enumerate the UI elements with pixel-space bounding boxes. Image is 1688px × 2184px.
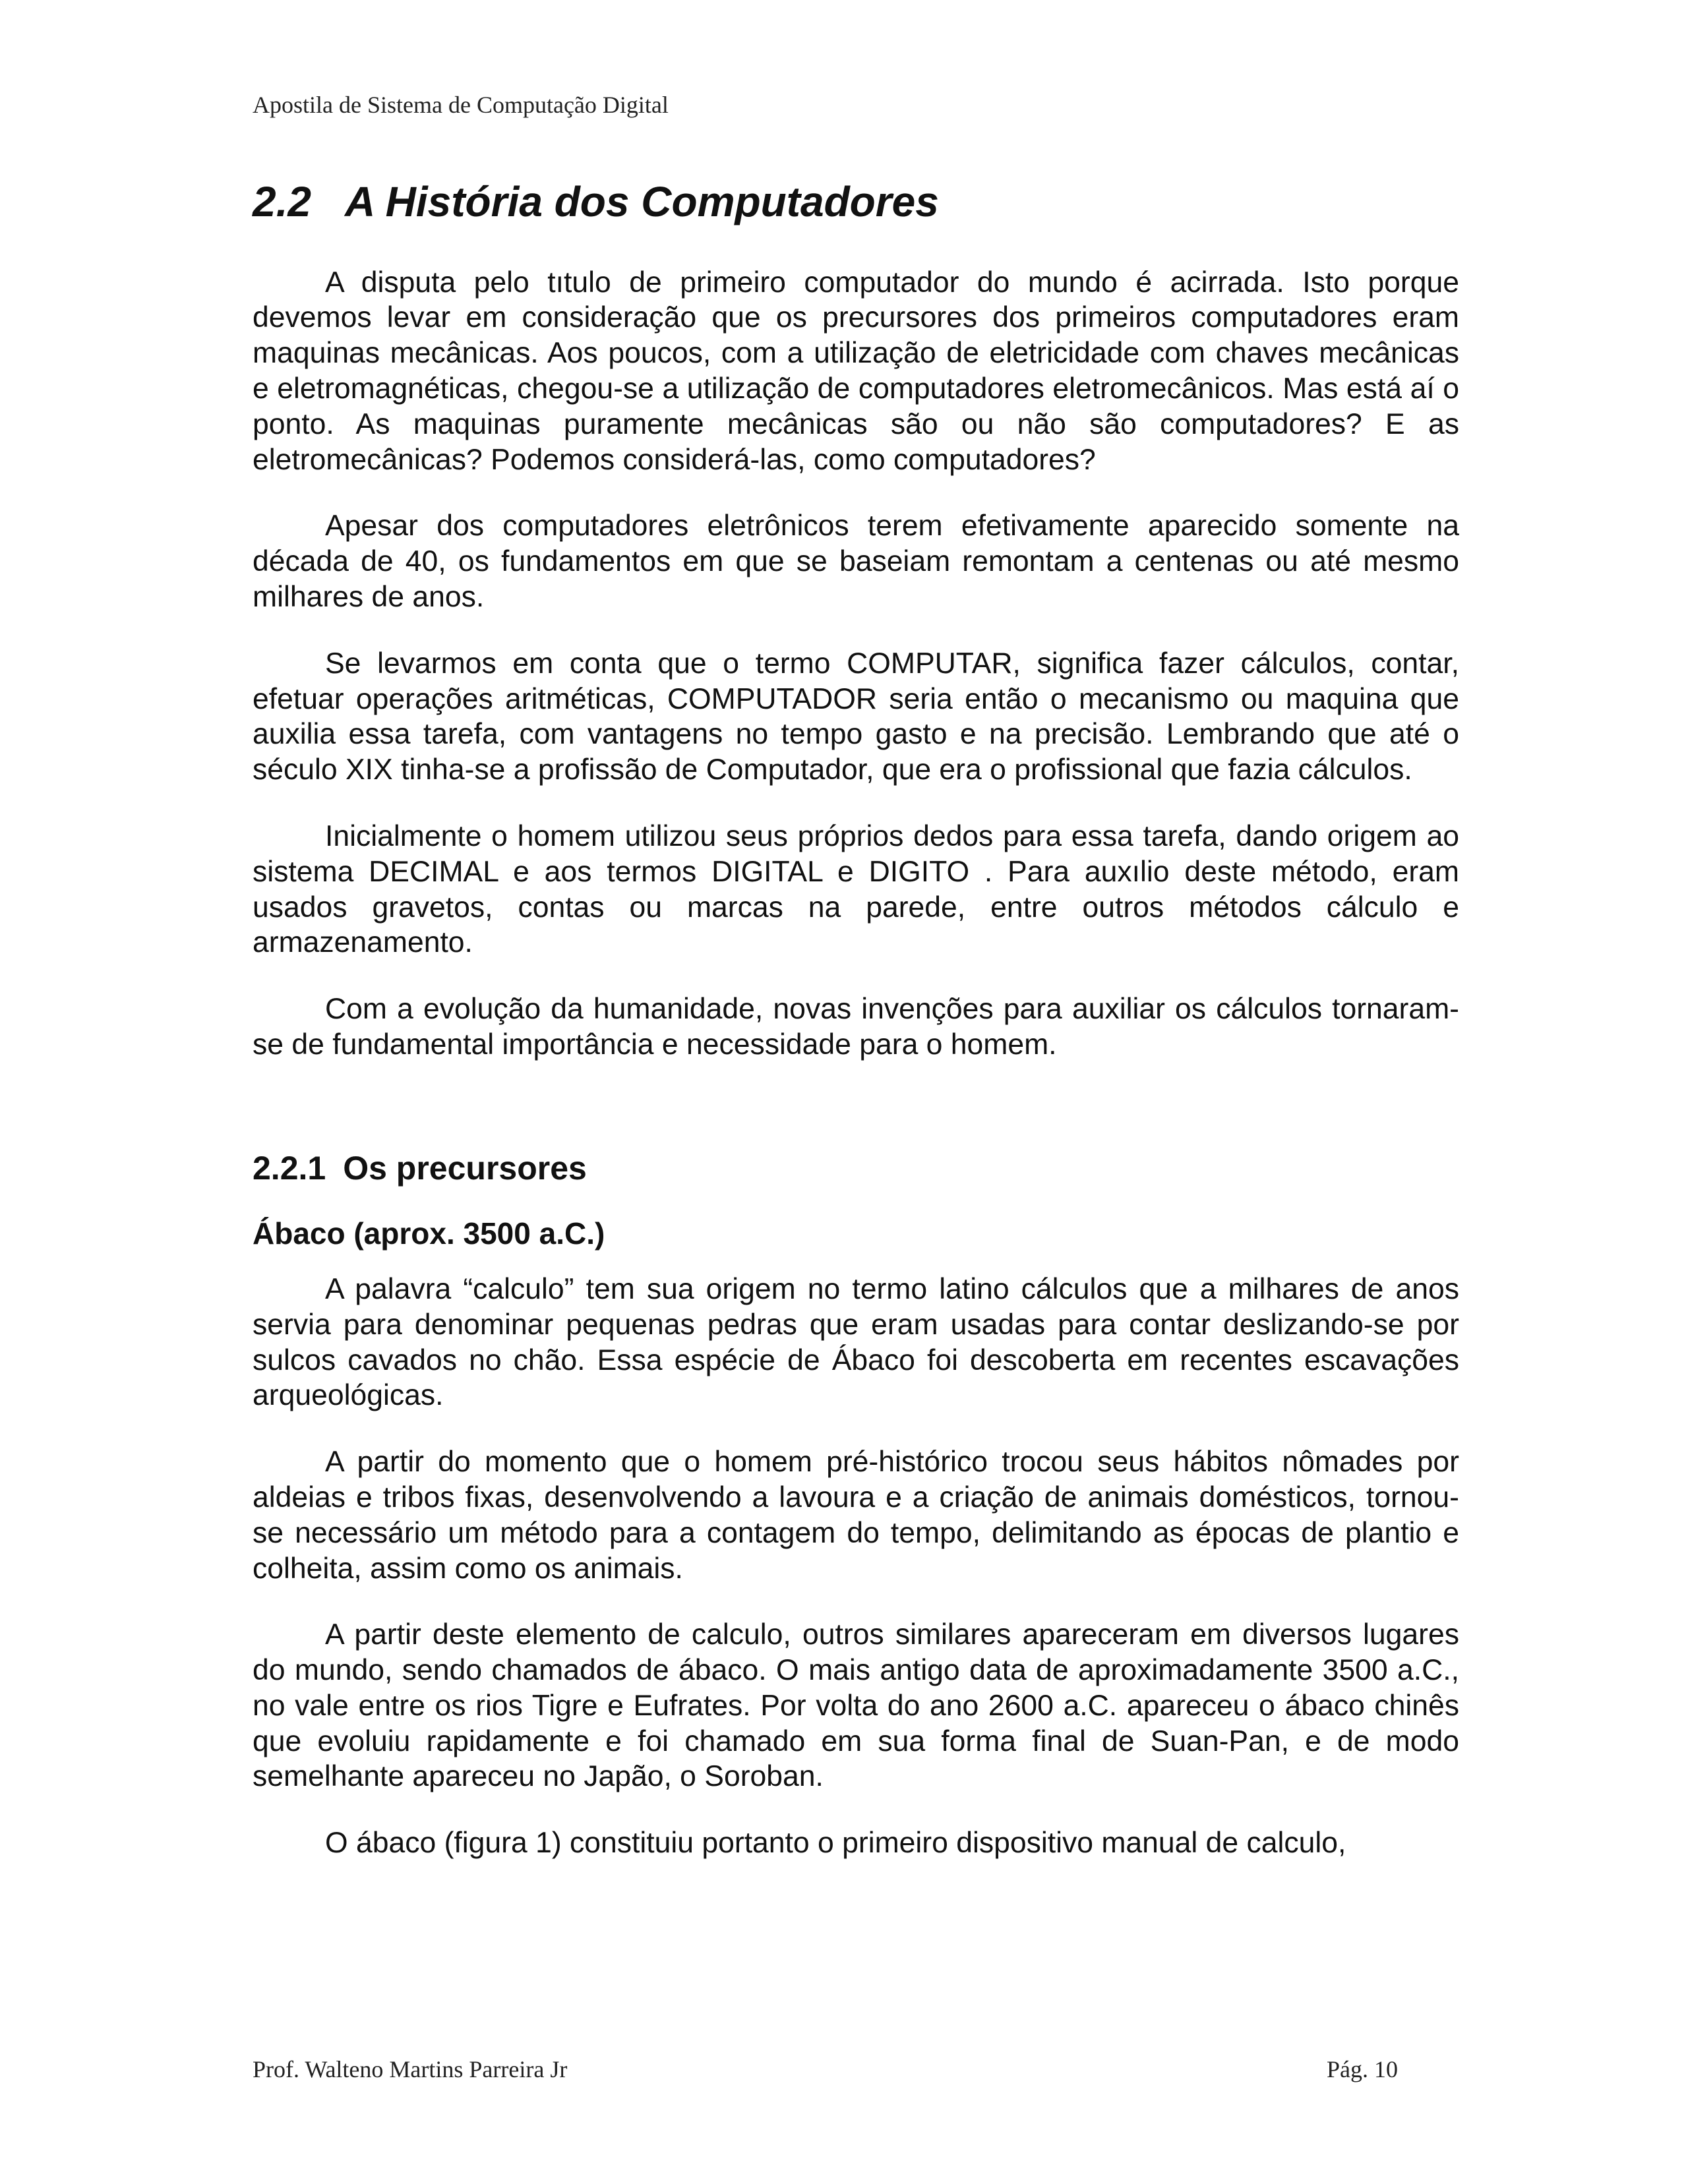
topic-heading: Ábaco (aprox. 3500 a.C.): [253, 1216, 605, 1251]
subsection-number: 2.2.1: [253, 1149, 326, 1187]
paragraph: A partir deste elemento de calculo, outros similares apareceram em diversos lugares do mundo, sendo chamados de ábaco. O mais antigo data de aproximadamente 3500 a.C., no vale entre os rios Tigre e Eufrates. Por volta do ano 2600 a.C. apareceu o ábaco chinês que evoluiu rapidamente e foi chamado em sua forma final de Suan-Pan, e de modo semelhante apareceu no Japão, o Soroban.: [253, 1618, 1459, 1793]
paragraph: Se levarmos em conta que o termo COMPUTAR, significa fazer cálculos, contar, efetuar operações aritméticas, COMPUTADOR seria então o mecanismo ou maquina que auxilia essa tarefa, com vantagens no tempo gasto e na precisão. Lembrando que até o século XIX tinha-se a profissão de Computador, que era o profissional que fazia cálculos.: [253, 647, 1459, 786]
section-title: A História dos Computadores: [345, 178, 939, 225]
paragraph: A palavra “calculo” tem sua origem no termo latino cálculos que a milhares de anos servia para denominar pequenas pedras que eram usadas para contar deslizando-se por sulcos cavados no chão. Essa espécie de Ábaco foi descoberta em recentes escavações arqueológicas.: [253, 1272, 1459, 1412]
paragraph: Inicialmente o homem utilizou seus próprios dedos para essa tarefa, dando origem ao sistema DECIMAL e aos termos DIGITAL e DIGITO . Para auxılio deste método, eram usados gravetos, contas ou marcas na parede, entre outros métodos cálculo e armazenamento.: [253, 819, 1459, 959]
section-number: 2.2: [253, 178, 311, 225]
section-heading: [253, 178, 1459, 227]
paragraph: O ábaco (figura 1) constituiu portanto o primeiro dispositivo manual de calculo,: [325, 1827, 1346, 1860]
paragraph: Com a evolução da humanidade, novas invenções para auxiliar os cálculos tornaram-se de fundamental importância e necessidade para o homem.: [253, 993, 1459, 1061]
paragraph: Apesar dos computadores eletrônicos terem efetivamente aparecido somente na década de 40, os fundamentos em que se baseiam remontam a centenas ou até mesmo milhares de anos.: [253, 510, 1459, 613]
subsection-heading: [253, 1148, 1459, 1188]
subsection-title: Os precursores: [343, 1149, 587, 1187]
paragraph: A partir do momento que o homem pré-histórico trocou seus hábitos nômades por aldeias e tribos fixas, desenvolvendo a lavoura e a criação de animais domésticos, tornou-se necessário um método para a contagem do tempo, delimitando as épocas de plantio e colheita, assim como os animais.: [253, 1446, 1459, 1585]
page-number: Pág. 10: [1327, 2056, 1398, 2082]
page-content: [253, 178, 1459, 1861]
running-footer: [253, 2055, 1398, 2083]
running-header: Apostila de Sistema de Computação Digital: [253, 92, 669, 118]
paragraph: A disputa pelo tıtulo de primeiro computador do mundo é acirrada. Isto porque devemos levar em consideração que os precursores dos primeiros computadores eram maquinas mecânicas. Aos poucos, com a utilização de eletricidade com chaves mecânicas e eletromagnéticas, chegou-se a utilização de computadores eletromecânicos. Mas está aí o ponto. As maquinas puramente mecânicas são ou não são computadores? E as eletromecânicas? Podemos considerá-las, como computadores?: [253, 266, 1459, 476]
footer-author: Prof. Walteno Martins Parreira Jr: [253, 2056, 568, 2082]
